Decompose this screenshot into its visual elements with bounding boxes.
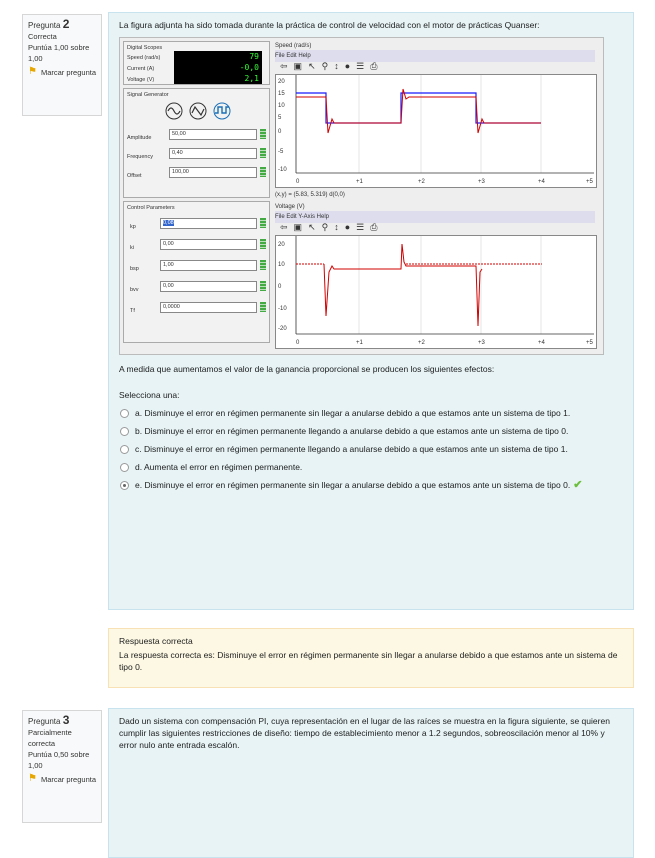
control-parameters-panel (123, 201, 270, 343)
correct-check-icon: ✔ (573, 479, 583, 491)
question-number: 2 (62, 17, 70, 31)
speed-xtick-4: +4 (538, 179, 545, 185)
tf-input[interactable]: 0,0000 (160, 302, 257, 313)
question-2-info (22, 14, 102, 116)
radio-c[interactable] (120, 445, 129, 454)
feedback-title: Respuesta correcta (119, 636, 193, 646)
save-icon[interactable]: ▣ (293, 61, 303, 71)
amplitude-slider[interactable] (260, 129, 266, 139)
fit-icon[interactable]: ↕ (334, 222, 339, 232)
volt-ytick-2: 0 (278, 284, 282, 290)
volt-ytick-4: -20 (278, 326, 287, 332)
tf-label: Tf (130, 308, 135, 314)
answer-option-c[interactable]: c. Disminuye el error en régimen permanente llegando a anularse debido a que estamos ante un sistema de tipo 1. (119, 443, 623, 455)
bsp-slider[interactable] (260, 260, 266, 270)
kp-label: kp (130, 224, 136, 230)
answer-feedback (108, 628, 634, 688)
volt-xtick-2: +2 (418, 340, 425, 346)
flag-question-button[interactable]: ⚑ Marcar pregunta (28, 773, 96, 784)
question-2-content (108, 12, 634, 610)
cursor-icon[interactable]: ↖ (308, 222, 316, 232)
tf-slider[interactable] (260, 302, 266, 312)
voltage-menu-bar[interactable]: File Edit Y-Axis Help (275, 211, 595, 223)
offset-input[interactable]: 100,00 (169, 167, 257, 178)
volt-xtick-4: +4 (538, 340, 545, 346)
speed-ytick-6: -10 (278, 167, 287, 173)
ki-input[interactable]: 0,00 (160, 239, 257, 250)
color-icon[interactable]: ● (344, 61, 351, 71)
answer-option-e[interactable]: e. Disminuye el error en régimen permanente sin llegar a anularse debido a que estamos ante un sistema de tipo 0. ✔ (119, 479, 623, 491)
bvv-label: bvv (130, 287, 139, 293)
speed-plot (275, 74, 597, 188)
ki-slider[interactable] (260, 239, 266, 249)
cursor-icon[interactable]: ↖ (308, 61, 316, 71)
amplitude-input[interactable]: 50,00 (169, 129, 257, 140)
radio-d[interactable] (120, 463, 129, 472)
speed-ytick-5: -5 (278, 149, 284, 155)
offset-label: Offset (127, 173, 142, 179)
radio-b[interactable] (120, 427, 129, 436)
speed-readout: 79 (174, 51, 262, 62)
speed-xtick-5: +5 (586, 179, 593, 185)
zoom-icon[interactable]: ⚲ (321, 222, 329, 232)
bvv-slider[interactable] (260, 281, 266, 291)
speed-ytick-2: 10 (278, 103, 285, 109)
back-icon[interactable]: ⇦ (280, 61, 288, 71)
bvv-input[interactable]: 0,00 (160, 281, 257, 292)
speed-ytick-0: 20 (278, 79, 285, 85)
question-prompt: A medida que aumentamos el valor de la ganancia proporcional se producen los siguientes efectos: (119, 364, 495, 374)
digital-scopes-panel (123, 41, 270, 85)
question-number: 3 (62, 713, 70, 727)
legend-icon[interactable]: ☰ (356, 61, 365, 71)
flag-icon: ⚑ (28, 773, 37, 784)
volt-xtick-3: +3 (478, 340, 485, 346)
sine-wave-button[interactable] (166, 103, 182, 119)
volt-xtick-1: +1 (356, 340, 363, 346)
frequency-slider[interactable] (260, 148, 266, 158)
speed-xtick-0: 0 (296, 179, 300, 185)
speed-ytick-1: 15 (278, 91, 285, 97)
question-text: Dado un sistema con compensación PI, cuya representación en el lugar de las raíces se muestra en la figura siguiente, se quieren cumplir las siguientes restricciones de diseño: tiempo de establecimiento menor a 1.2 segundos, sobreoscilación menor al 10% y error nulo ante entrada escalón. (119, 716, 610, 750)
fit-icon[interactable]: ↕ (334, 61, 339, 71)
question-score: Puntúa 0,50 sobre 1,00 (28, 750, 90, 770)
current-readout-label: Current (A) (127, 66, 155, 72)
speed-window-title: Speed (rad/s) (275, 43, 312, 49)
print-icon[interactable]: ⎙ (370, 222, 378, 232)
voltage-readout: 2,1 (174, 73, 262, 84)
amplitude-label: Amplitude (127, 135, 152, 141)
volt-xtick-0: 0 (296, 340, 300, 346)
volt-ytick-3: -10 (278, 306, 287, 312)
speed-menu-bar[interactable]: File Edit Help (275, 50, 595, 62)
signal-generator-panel (123, 88, 270, 198)
save-icon[interactable]: ▣ (293, 222, 303, 232)
control-parameters-title: Control Parameters (127, 205, 175, 211)
answer-option-a[interactable]: a. Disminuye el error en régimen permanente sin llegar a anularse debido a que estamos ante un sistema de tipo 1. (119, 407, 623, 419)
zoom-icon[interactable]: ⚲ (321, 61, 329, 71)
flag-icon: ⚑ (28, 66, 37, 77)
speed-ytick-3: 5 (278, 115, 282, 121)
question-3-info (22, 710, 102, 823)
flag-question-button[interactable]: ⚑ Marcar pregunta (28, 66, 96, 77)
answer-option-b[interactable]: b. Disminuye el error en régimen permanente llegando a anularse debido a que estamos ante un sistema de tipo 0. (119, 425, 623, 437)
answer-option-d[interactable]: d. Aumenta el error en régimen permanente. (119, 461, 623, 473)
bsp-input[interactable]: 1,00 (160, 260, 257, 271)
question-status: Correcta (28, 32, 57, 41)
quanser-figure (119, 37, 604, 355)
speed-xtick-1: +1 (356, 179, 363, 185)
speed-xtick-2: +2 (418, 179, 425, 185)
question-text: La figura adjunta ha sido tomada durante la práctica de control de velocidad con el motor de prácticas Quanser: (119, 20, 540, 30)
kp-input[interactable]: 0,08 (160, 218, 257, 229)
kp-slider[interactable] (260, 218, 266, 228)
digital-scopes-title: Digital Scopes (127, 45, 163, 51)
triangle-wave-button[interactable] (190, 103, 206, 119)
print-icon[interactable]: ⎙ (370, 61, 378, 71)
volt-ytick-1: 10 (278, 262, 285, 268)
speed-xtick-3: +3 (478, 179, 485, 185)
speed-toolbar (280, 60, 377, 72)
radio-a[interactable] (120, 409, 129, 418)
volt-ytick-0: 20 (278, 242, 285, 248)
question-header: Pregunta 2 (28, 17, 70, 31)
speed-readout-label: Speed (rad/s) (127, 55, 161, 61)
back-icon[interactable]: ⇦ (280, 222, 288, 232)
voltage-series-transient (324, 244, 482, 326)
voltage-toolbar (280, 221, 377, 233)
signal-generator-title: Signal Generator (127, 92, 169, 98)
bsp-label: bsp (130, 266, 139, 272)
radio-e-selected[interactable] (120, 481, 129, 490)
ki-label: ki (130, 245, 134, 251)
volt-xtick-5: +5 (586, 340, 593, 346)
speed-ytick-4: 0 (278, 129, 282, 135)
question-header: Pregunta 3 (28, 713, 70, 727)
question-status: Parcialmente correcta (28, 728, 72, 748)
feedback-answer: La respuesta correcta es: Disminuye el error en régimen permanente sin llegar a anularse debido a que estamos ante un sistema de tipo 0. (119, 650, 618, 672)
voltage-readout-label: Voltage (V) (127, 77, 155, 83)
square-wave-button[interactable] (214, 103, 230, 119)
color-icon[interactable]: ● (344, 222, 351, 232)
voltage-plot (275, 235, 597, 349)
speed-series (296, 89, 541, 133)
question-score: Puntúa 1,00 sobre 1,00 (28, 43, 90, 63)
coordinate-readout: (x,y) = (5.83, 5.319) d(0,0) (275, 192, 345, 198)
offset-slider[interactable] (260, 167, 266, 177)
frequency-label: Frequency (127, 154, 153, 160)
frequency-input[interactable]: 0,40 (169, 148, 257, 159)
question-3-content (108, 708, 634, 858)
waveform-buttons (164, 101, 234, 121)
voltage-window-title: Voltage (V) (275, 204, 305, 210)
select-one-label: Selecciona una: (119, 390, 180, 400)
legend-icon[interactable]: ☰ (356, 222, 365, 232)
current-readout: -0,0 (174, 62, 262, 73)
